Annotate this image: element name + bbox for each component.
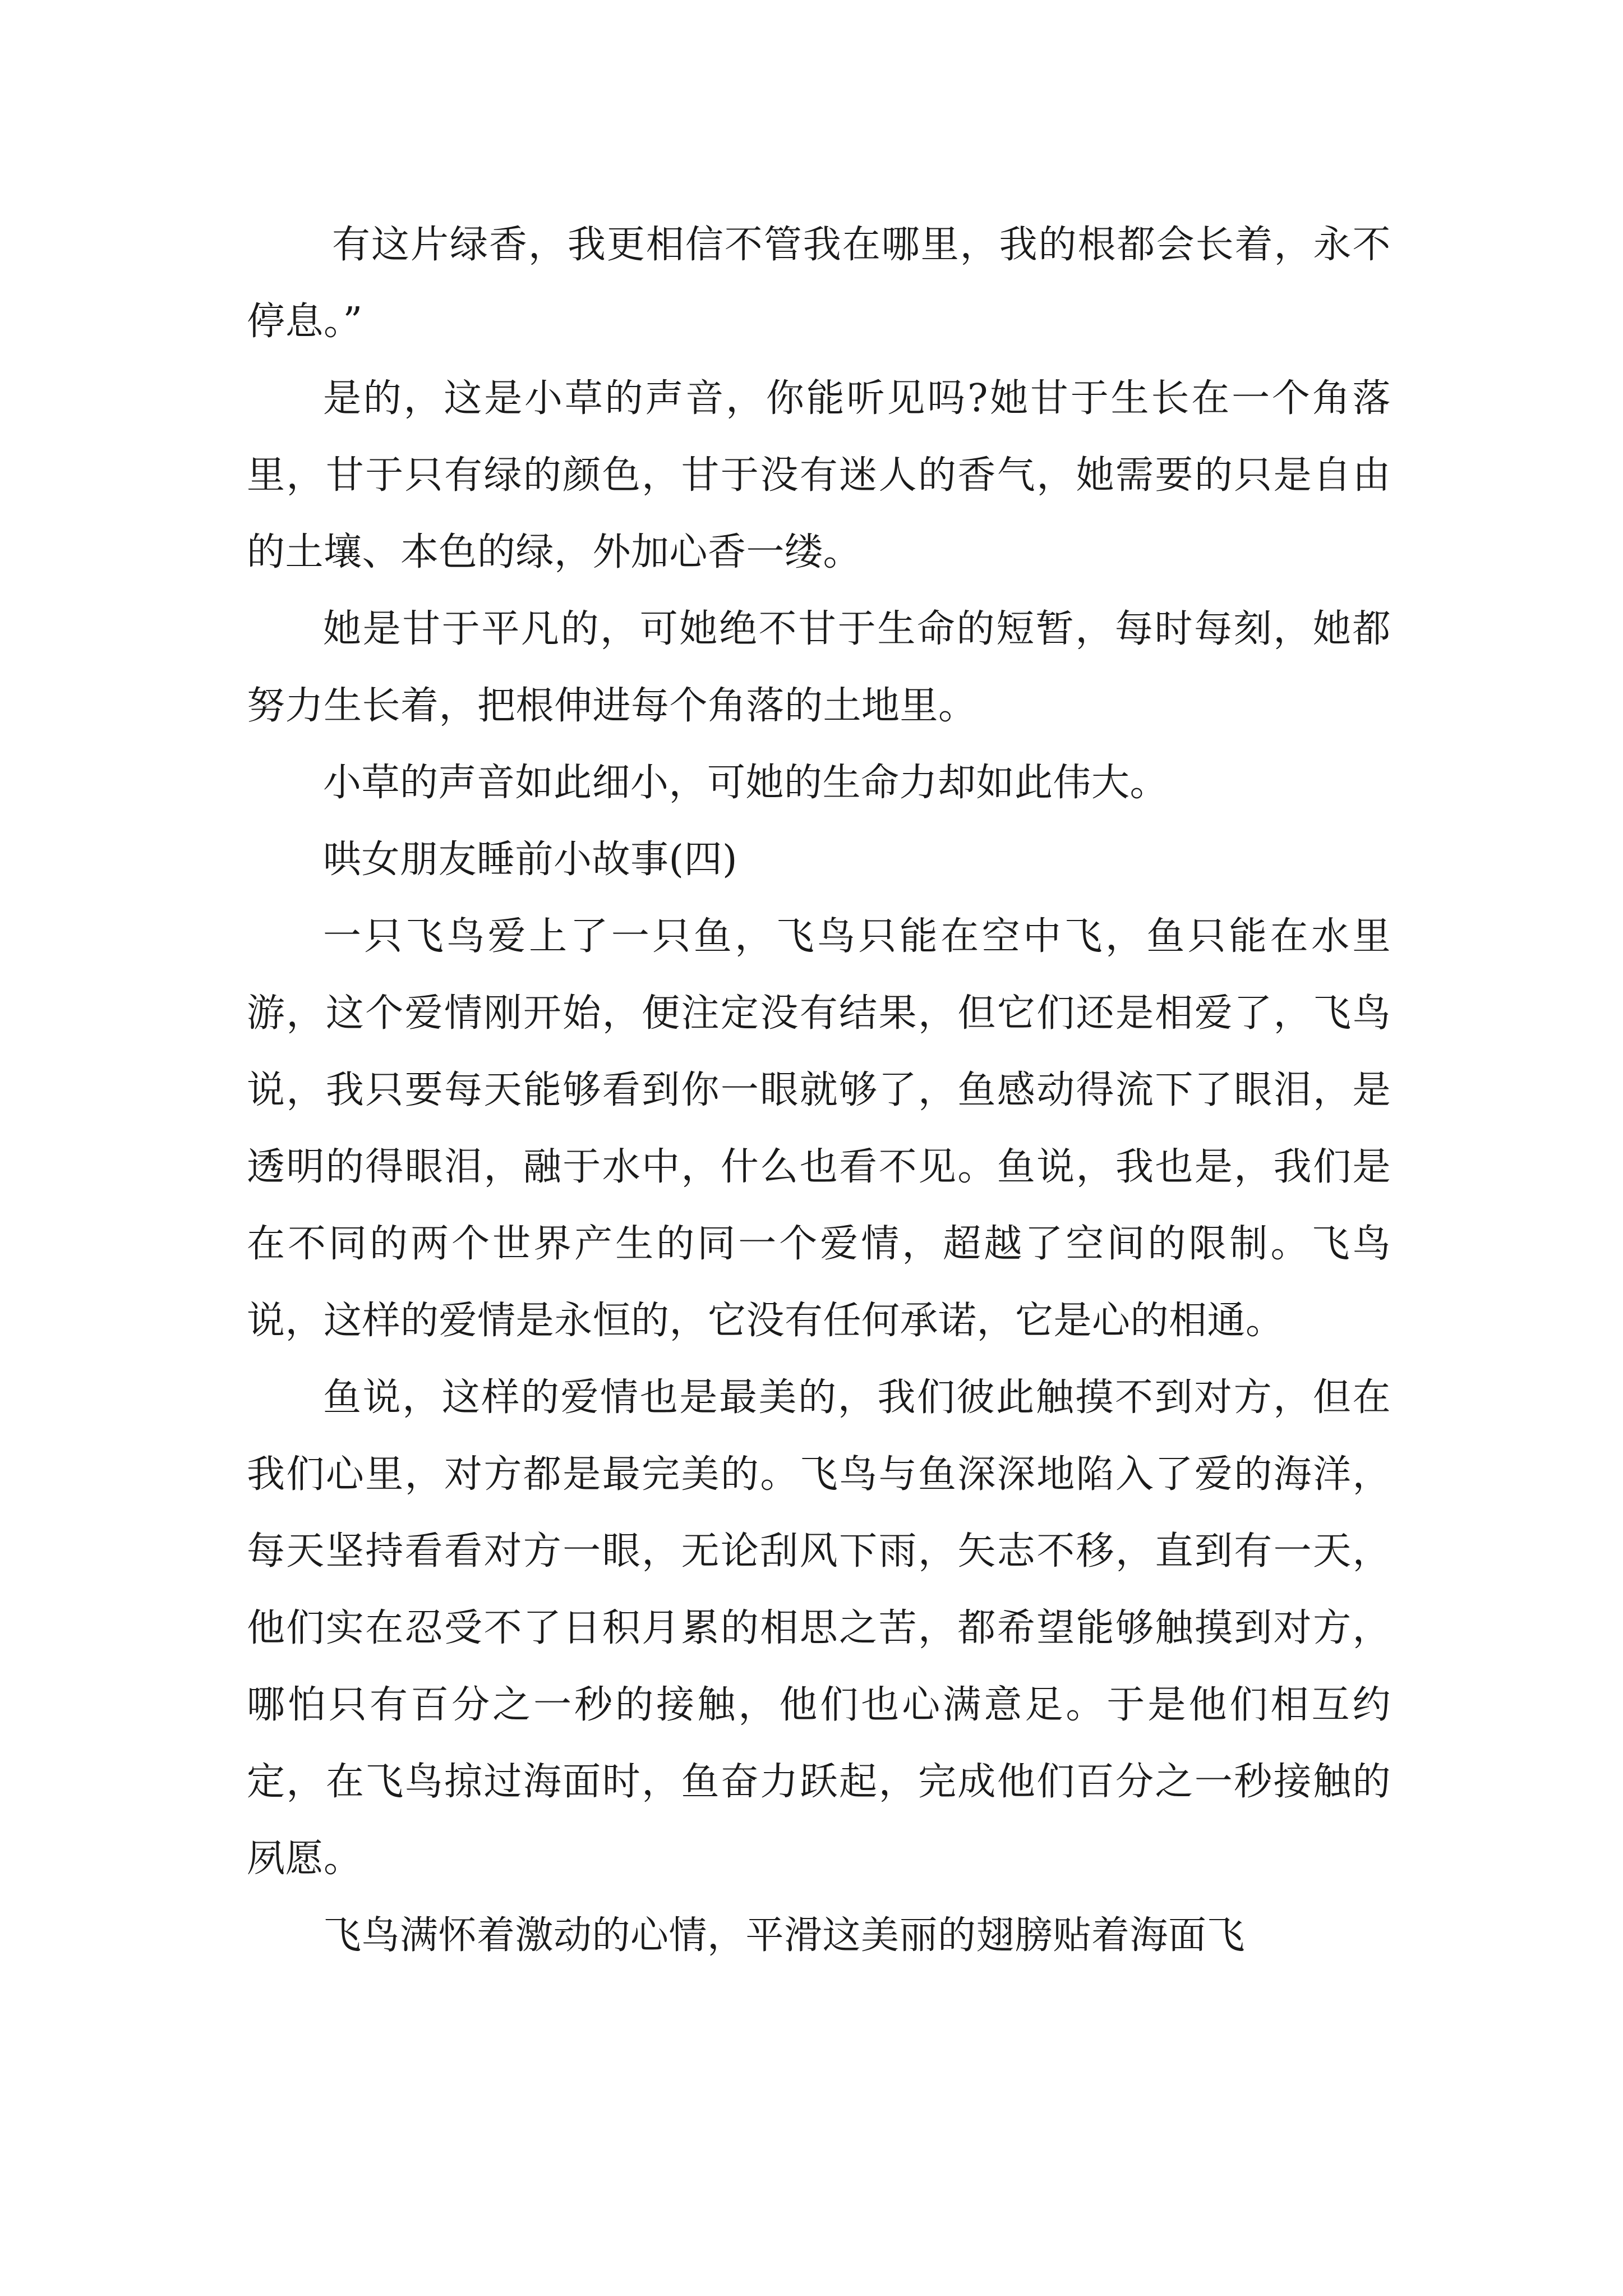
paragraph: 是的，这是小草的声音，你能听见吗?她甘于生长在一个角落里，甘于只有绿的颜色，甘于没有迷人的香气，她需要的只是自由的土壤、本色的绿，外加心香一缕。 [247,376,1391,574]
section-heading: 哄女朋友睡前小故事(四) [323,838,738,882]
paragraph-continuation: 有这片绿香，我更相信不管我在哪里，我的根都会长着，永不停息。” [247,223,1391,344]
paragraph: 飞鸟满怀着激动的心情，平滑这美丽的翅膀贴着海面飞 [323,1913,1246,1958]
paragraph: 一只飞鸟爱上了一只鱼，飞鸟只能在空中飞，鱼只能在水里游，这个爱情刚开始，便注定没有结果，但它们还是相爱了，飞鸟说，我只要每天能够看到你一眼就够了，鱼感动得流下了眼泪，是透明的得眼泪，融于水中，什么也看不见。鱼说，我也是，我们是在不同的两个世界产生的同一个爱情，超越了空间的限制。飞鸟说，这样的爱情是永恒的，它没有任何承诺，它是心的相通。 [247,914,1391,1343]
paragraph: 小草的声音如此细小，可她的生命力却如此伟大。 [323,761,1169,805]
body-text [247,206,1391,1974]
paragraph: 她是甘于平凡的，可她绝不甘于生命的短暂，每时每刻，她都努力生长着，把根伸进每个角落的土地里。 [247,607,1391,728]
paragraph: 鱼说，这样的爱情也是最美的，我们彼此触摸不到对方，但在我们心里，对方都是最完美的。飞鸟与鱼深深地陷入了爱的海洋，每天坚持看看对方一眼，无论刮风下雨，矢志不移，直到有一天，他们实在忍受不了日积月累的相思之苦，都希望能够触摸到对方，哪怕只有百分之一秒的接触，他们也心满意足。于是他们相互约定，在飞鸟掠过海面时，鱼奋力跃起，完成他们百分之一秒接触的夙愿。 [247,1375,1391,1881]
